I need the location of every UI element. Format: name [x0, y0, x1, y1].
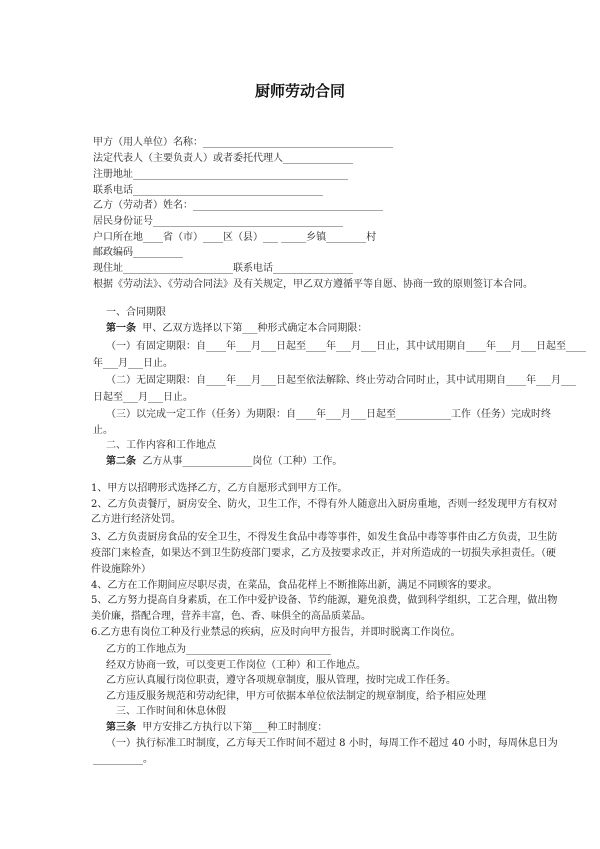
section-heading-work: 二、工作内容和工作地点 — [106, 440, 216, 451]
id-number-line: 居民身份证号______________________________________ — [93, 216, 343, 227]
term-line: （二）无固定期限：自____年___月___日起至依法解除、终止劳动合同时止，其中试用期自____年___月___ — [106, 375, 576, 386]
term-line: 日起至___月___日止。 — [93, 392, 193, 403]
article-label: 第二条 — [106, 456, 136, 467]
term-line: 止。 — [93, 425, 113, 436]
work-discipline-line: 乙方违反服务规范和劳动纪律，甲方可依据本单位依法制定的规章制度，给予相应处理 — [106, 691, 486, 702]
term-line: （一）有固定期限：自____年___月___日起至____年___月___日止，其中试用期自____年___月___日起至____ — [106, 341, 586, 352]
party-a-name-line: 甲方（用人单位）名称：______________________________________ — [93, 137, 393, 148]
section-heading-term: 一、合同期限 — [106, 307, 166, 318]
postal-code-line: 邮政编码__________ — [93, 247, 183, 258]
article-text: 甲、乙双方选择以下第___种形式确定本合同期限： — [136, 323, 368, 334]
household-register-line: 户口所在地____省（市）____区（县）___ _____乡镇________村 — [93, 232, 377, 243]
legal-representative-line: 法定代表人（主要负责人）或者委托代理人______________ — [93, 153, 353, 164]
term-line: 年___月___日止。 — [93, 358, 173, 369]
work-change-line: 经双方协商一致，可以变更工作岗位（工种）和工作地点。 — [106, 660, 366, 671]
duty-line: 6.乙方患有岗位工种及行业禁忌的疾病，应及时向甲方报告，并即时脱离工作岗位。 — [91, 627, 461, 638]
duty-line: 1、甲方以招聘形式选择乙方，乙方自愿形式到甲方工作。 — [91, 483, 348, 494]
article-text: 甲方安排乙方执行以下第___种工时制度： — [136, 722, 328, 733]
hours-line: （一）执行标准工时制度，乙方每天工作时间不超过 8 小时，每周工作不超过 40 小时，每周休息日为 — [106, 738, 558, 749]
document-title: 厨师劳动合同 — [254, 82, 345, 100]
registered-address-line: 注册地址___________________________________________ — [93, 169, 348, 180]
article-label: 第三条 — [106, 722, 136, 733]
article-2 — [106, 456, 510, 468]
article-3 — [106, 722, 510, 734]
article-label: 第一条 — [106, 323, 136, 334]
duty-line: 乙方进行经济处罚。 — [91, 514, 181, 525]
work-duty-line: 乙方应认真履行岗位职责，遵守各项规章制度，服从管理，按时完成工作任务。 — [106, 675, 456, 686]
section-heading-hours: 三、工作时间和休息休假 — [116, 706, 226, 717]
term-line: （三）以完成一定工作（任务）为期限：自____年___月___日起至___________工作（任务）完成时终 — [106, 409, 551, 420]
duty-line: 件设施除外） — [91, 564, 151, 575]
article-1 — [106, 323, 510, 335]
duty-line: 2、乙方负责餐厅，厨房安全、防火，卫生工作，不得有外人随意出入厨房重地，否则一经发现甲方有权对 — [91, 499, 558, 510]
preamble-paragraph: 根据《劳动法》、《劳动合同法》及有关规定，甲乙双方遵循平等自愿、协商一致的原则签订本合同。 — [93, 279, 533, 290]
duty-line: 4、乙方在工作期间应尽职尽责，在菜品，食品花样上不断推陈出新，满足不同顾客的要求。 — [91, 580, 498, 591]
current-address-line: 现住址______________________联系电话________________ — [93, 263, 353, 274]
work-location-line: 乙方的工作地点为_____________________________ — [106, 644, 331, 655]
duty-line: 5、乙方努力提高自身素质，在工作中爱护设备、节约能源，避免浪费，做到科学组织，工艺合理，做出物 — [91, 595, 558, 606]
duty-line: 美价廉，搭配合理，营养丰富，色、香、味俱全的高品质菜品。 — [91, 611, 371, 622]
contact-phone-line: 联系电话______________________________________ — [93, 185, 323, 196]
article-text: 乙方从事______________岗位（工种）工作。 — [136, 456, 343, 467]
duty-line: 疫部门来检查，如果达不到卫生防疫部门要求，乙方及按要求改正，并对所造成的一切损失承担责任。（硬 — [91, 548, 556, 559]
party-b-name-line: 乙方（劳动者）姓名：______________________________________ — [93, 200, 383, 211]
duty-line: 3、乙方负责厨房食品的安全卫生，不得发生食品中毒等事件，如发生食品中毒等事件由乙方负责，卫生防 — [91, 532, 558, 543]
hours-line: __________。 — [93, 754, 153, 765]
